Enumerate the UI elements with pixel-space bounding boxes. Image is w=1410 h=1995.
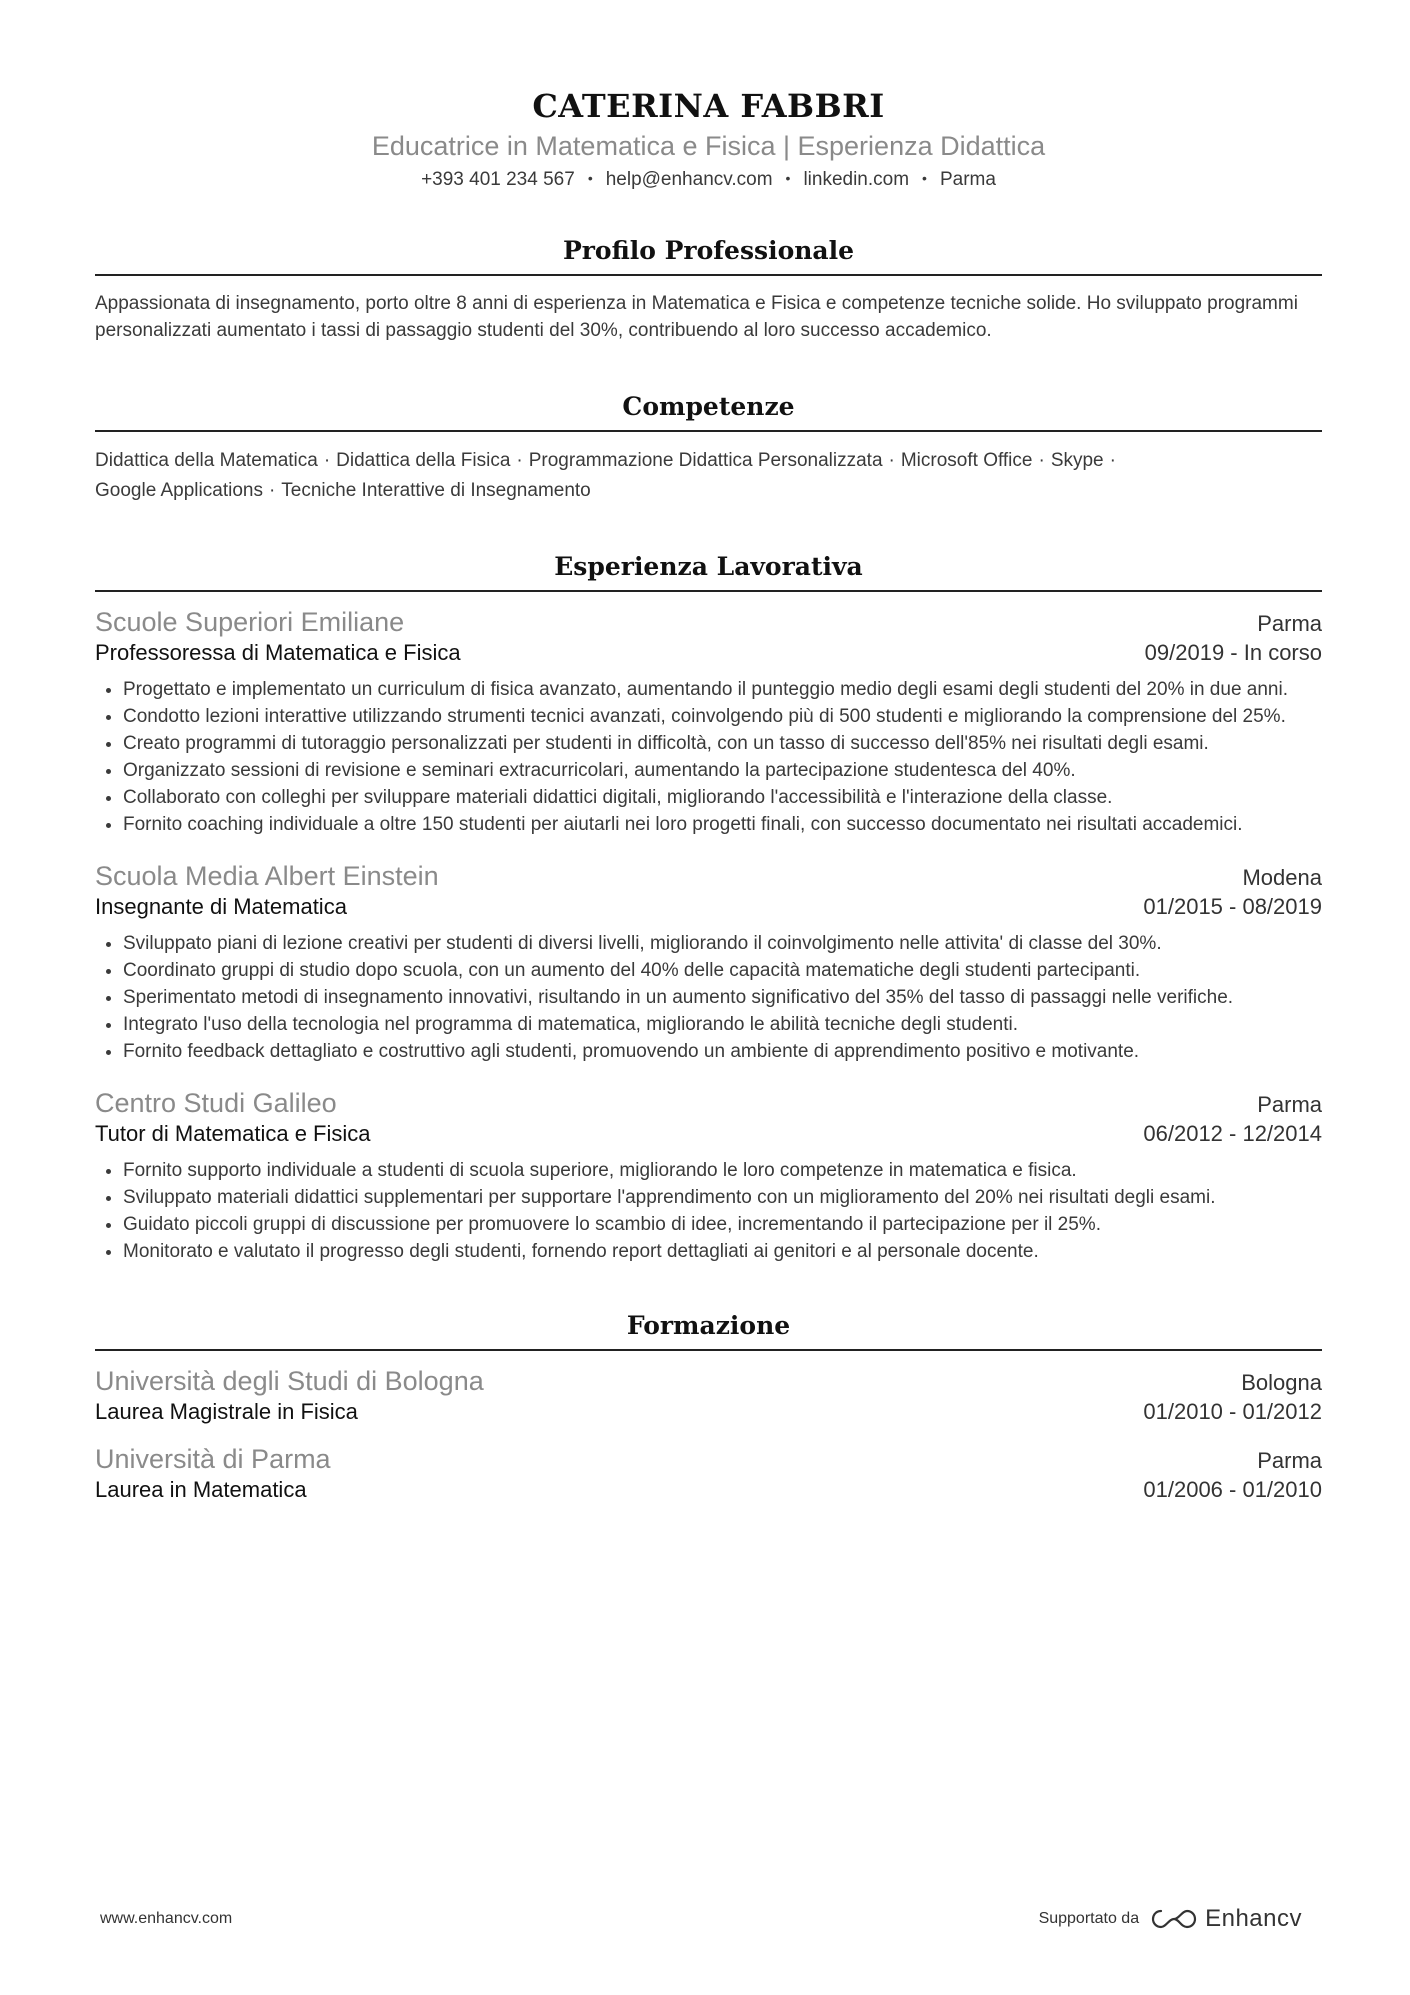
enhancv-logo-icon xyxy=(1151,1906,1197,1932)
job-bullet: • Creato programmi di tutoraggio personalizzati per studenti in difficoltà, con un tasso di successo dell'85% nei risultati degli esami. xyxy=(123,730,1322,757)
skill-separator: · xyxy=(323,450,331,471)
skill-separator: · xyxy=(888,450,895,471)
job-bullets xyxy=(95,930,1322,1065)
job-role: Professoressa di Matematica e Fisica xyxy=(95,640,461,665)
education-title: Formazione xyxy=(95,1311,1322,1351)
job-bullet: • Sviluppato piani di lezione creativi per studenti di diversi livelli, migliorando il coinvolgimento nelle attivita' di classe del 30%. xyxy=(123,930,1322,957)
job-location: Parma xyxy=(1257,1092,1322,1117)
skills-title: Competenze xyxy=(95,392,1322,432)
job-entry xyxy=(95,1087,1322,1265)
location-text: Parma xyxy=(939,169,996,190)
job-bullet: • Integrato l'uso della tecnologia nel programma di matematica, migliorando le abilità tecniche degli studenti. xyxy=(123,1011,1322,1038)
job-location: Modena xyxy=(1242,865,1322,890)
contact-separator: • xyxy=(785,170,791,186)
job-bullets xyxy=(95,1157,1322,1265)
job-bullet: • Sperimentato metodi di insegnamento innovativi, risultando in un aumento significativo del 35% del tasso di passaggi nelle verifiche. xyxy=(123,984,1322,1011)
job-location: Parma xyxy=(1257,611,1322,636)
contact-info xyxy=(95,168,1322,192)
job-dates: 09/2019 - In corso xyxy=(1144,640,1322,665)
skill-separator: · xyxy=(1038,450,1045,471)
page-footer xyxy=(100,1905,1302,1933)
contact-separator: • xyxy=(587,170,593,186)
education-dates: 01/2006 - 01/2010 xyxy=(1143,1477,1322,1502)
education-dates: 01/2010 - 01/2012 xyxy=(1143,1399,1322,1424)
email-link[interactable]: help@enhancv.com xyxy=(605,169,773,190)
skill-separator: · xyxy=(268,480,276,501)
job-bullet: • Collaborato con colleghi per sviluppare materiali didattici digitali, migliorando l'accessibilità e l'interazione della classe. xyxy=(123,784,1322,811)
footer-website-link[interactable]: www.enhancv.com xyxy=(100,1910,233,1927)
job-dates: 06/2012 - 12/2014 xyxy=(1143,1121,1322,1146)
skill-item: Skype xyxy=(1050,450,1104,471)
job-bullet: • Fornito feedback dettagliato e costruttivo agli studenti, promuovendo un ambiente di apprendimento positivo e motivante. xyxy=(123,1038,1322,1065)
education-location: Parma xyxy=(1257,1448,1322,1473)
skills-section xyxy=(95,392,1322,506)
job-bullet: • Fornito supporto individuale a studenti di scuola superiore, migliorando le loro competenze in matematica e fisica. xyxy=(123,1157,1322,1184)
education-institution: Università degli Studi di Bologna xyxy=(95,1366,484,1396)
job-dates: 01/2015 - 08/2019 xyxy=(1143,894,1322,919)
job-bullet: • Sviluppato materiali didattici supplementari per supportare l'apprendimento con un miglioramento del 20% nei risultati degli esami. xyxy=(123,1184,1322,1211)
phone-number: +393 401 234 567 xyxy=(421,169,575,190)
skill-item: Didattica della Matematica xyxy=(95,450,318,471)
job-bullet: • Guidato piccoli gruppi di discussione per promuovere lo scambio di idee, incrementando il partecipazione per il 25%. xyxy=(123,1211,1322,1238)
summary-title: Profilo Professionale xyxy=(95,236,1322,276)
job-bullets xyxy=(95,676,1322,838)
powered-by-text: Supportato da xyxy=(1038,1910,1140,1927)
summary-section xyxy=(95,236,1322,344)
job-organization: Scuola Media Albert Einstein xyxy=(95,861,439,891)
job-bullet: • Coordinato gruppi di studio dopo scuola, con un aumento del 40% delle capacità matematiche degli studenti partecipanti. xyxy=(123,957,1322,984)
skills-list xyxy=(95,446,1322,506)
resume-page xyxy=(95,0,1322,1521)
candidate-headline: Educatrice in Matematica e Fisica | Esperienza Didattica xyxy=(371,131,1046,161)
job-bullet: • Progettato e implementato un curriculum di fisica avanzato, aumentando il punteggio medio degli esami degli studenti del 20% in due anni. xyxy=(123,676,1322,703)
experience-section xyxy=(95,552,1322,1265)
experience-title: Esperienza Lavorativa xyxy=(95,552,1322,592)
skill-separator: · xyxy=(1109,450,1116,471)
footer-brand xyxy=(1039,1905,1302,1933)
skill-item: Tecniche Interattive di Insegnamento xyxy=(281,480,591,501)
job-bullet: • Condotto lezioni interattive utilizzando strumenti tecnici avanzati, coinvolgendo più di 500 studenti e migliorando la comprensione del 25%. xyxy=(123,703,1322,730)
candidate-name: CATERINA FABBRI xyxy=(532,87,885,125)
education-degree: Laurea in Matematica xyxy=(95,1477,307,1502)
education-entry xyxy=(95,1365,1322,1427)
resume-header xyxy=(95,0,1322,192)
education-degree: Laurea Magistrale in Fisica xyxy=(95,1399,358,1424)
linkedin-link[interactable]: linkedin.com xyxy=(803,169,910,190)
education-institution: Università di Parma xyxy=(95,1444,331,1474)
skill-item: Google Applications xyxy=(95,480,263,501)
job-bullet: • Monitorato e valutato il progresso degli studenti, fornendo report dettagliati ai genitori e al personale docente. xyxy=(123,1238,1322,1265)
job-organization: Centro Studi Galileo xyxy=(95,1088,337,1118)
job-bullet: • Fornito coaching individuale a oltre 150 studenti per aiutarli nei loro progetti finali, con successo documentato nei risultati accademici. xyxy=(123,811,1322,838)
job-role: Insegnante di Matematica xyxy=(95,894,347,919)
skill-separator: · xyxy=(516,450,523,471)
job-entry xyxy=(95,860,1322,1065)
contact-separator: • xyxy=(922,170,927,186)
skill-item: Programmazione Didattica Personalizzata xyxy=(528,450,883,471)
job-bullet: • Organizzato sessioni di revisione e seminari extracurricolari, aumentando la partecipazione studentesca del 40%. xyxy=(123,757,1322,784)
enhancv-brand-name: Enhancv xyxy=(1205,1905,1302,1932)
education-section xyxy=(95,1311,1322,1505)
education-entry xyxy=(95,1443,1322,1505)
education-location: Bologna xyxy=(1241,1370,1322,1395)
job-entry xyxy=(95,606,1322,838)
job-organization: Scuole Superiori Emiliane xyxy=(95,607,405,637)
skill-item: Didattica della Fisica xyxy=(336,450,511,471)
job-role: Tutor di Matematica e Fisica xyxy=(95,1121,371,1146)
summary-text: Appassionata di insegnamento, porto oltre 8 anni di esperienza in Matematica e Fisica e competenze tecniche solide. Ho sviluppato programmi personalizzati aumentato i tassi di passaggio studenti del 30%, contribuendo al loro successo accademico. xyxy=(95,293,1298,341)
skill-item: Microsoft Office xyxy=(900,450,1033,471)
